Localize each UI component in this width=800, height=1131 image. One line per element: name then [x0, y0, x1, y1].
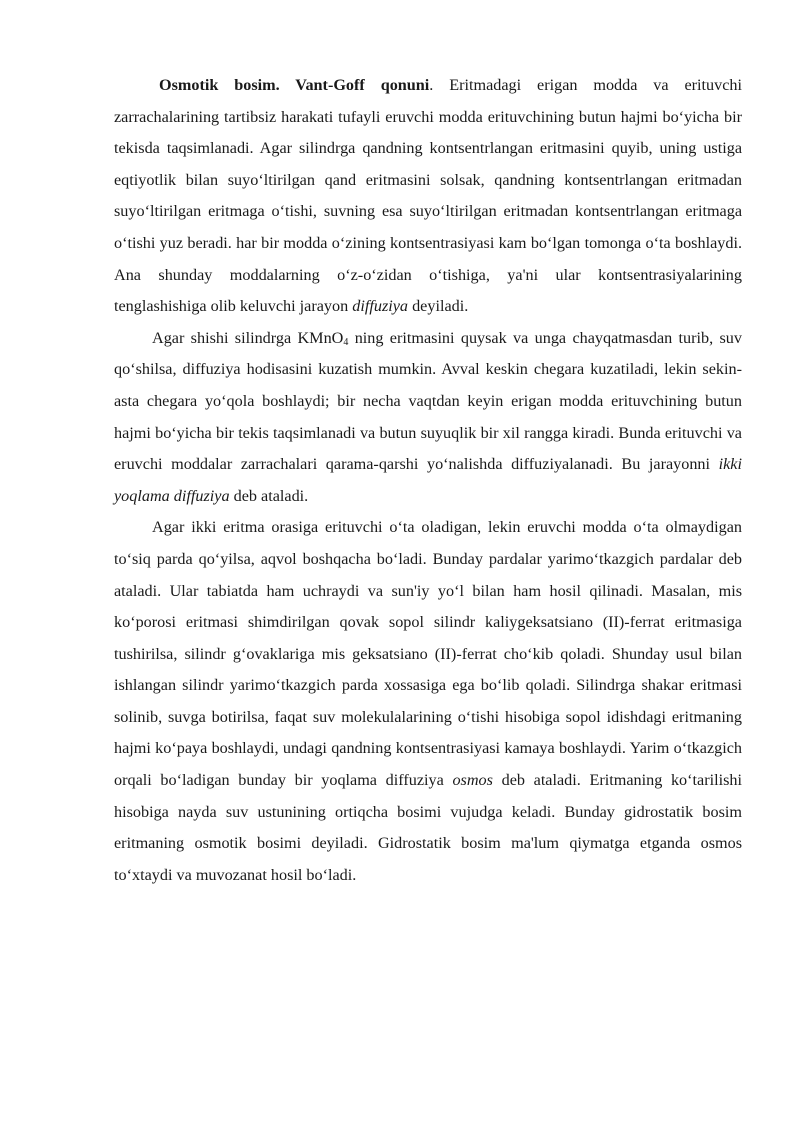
paragraph-text: deb ataladi. Eritmaning ko‘tarilishi hisobiga nayda suv ustunining ortiqcha bosimi vujudga keladi. Bunday gidrostatik bosim eritmaning osmotik bosimi deyiladi. Gidrostatik bosim ma'lum qiymatga etganda osmos to‘xtaydi va muvozanat hosil bo‘ladi. — [114, 771, 742, 884]
paragraph-text: . Eritmadagi erigan modda va erituvchi zarrachalarining tartibsiz harakati tufayli eruvchi modda erituvchining butun hajmi bo‘yicha bir tekisda taqsimlanadi. Agar silindrga qandning kontsentrlangan eritmasini quyib, uning ustiga eqtiyotlik bilan suyo‘ltirilgan qand eritmasini solsak, qandning kontsentrlangan eritmadan suyo‘ltirilgan eritmaga o‘tishi, suvning esa suyo‘ltirilgan eritmadan kontsentrlangan eritmaga o‘tishi yuz beradi. har bir modda o‘zining kontsentrasiyasi kam bo‘lgan tomonga o‘ta boshlaydi. Ana shunday moddalarning o‘z-o‘zidan o‘tishiga, ya'ni ular kontsentrasiyalarining tenglashishiga olib keluvchi jarayon — [114, 76, 743, 316]
document-page — [114, 70, 742, 891]
paragraph-text: deyiladi. — [408, 297, 469, 316]
paragraph-kmno4-experiment — [114, 323, 742, 513]
term-diffuziya: diffuziya — [352, 297, 409, 316]
paragraph-semipermeable-membrane — [114, 512, 742, 891]
term-osmos: osmos — [452, 771, 493, 790]
term-ikki-yoqlama-diffuziya: ikki yoqlama diffuziya — [114, 455, 742, 505]
paragraph-text: ning eritmasini quysak va unga chayqatmasdan turib, suv qo‘shilsa, diffuziya hodisasini kuzatish mumkin. Avval keskin chegara kuzatiladi, lekin sekin-asta chegara yo‘qola boshlaydi; bir necha vaqtdan keyin erigan modda erituvchining butun hajmi bo‘yicha bir tekis taqsimlanadi va butun suyuqlik bir xil rangga kiradi. Bunda erituvchi va eruvchi moddalar zarrachalari qarama-qarshi yo‘nalishda diffuziyalanadi. Bu jarayonni — [114, 328, 742, 474]
paragraph-text: Agar shishi silindrga KMnO — [152, 328, 344, 347]
section-heading: Osmotik bosim. Vant-Goff qonuni — [159, 76, 430, 94]
formula-subscript: 4 — [343, 336, 349, 348]
paragraph-text: Agar ikki eritma orasiga erituvchi o‘ta oladigan, lekin eruvchi modda o‘ta olmaydigan to‘siq parda qo‘yilsa, aqvol boshqacha bo‘ladi. Bunday pardalar yarimo‘tkazgich pardalar deb ataladi. Ular tabiatda ham uchraydi va sun'iy yo‘l bilan ham hosil qilinadi. Masalan, mis ko‘porosi eritmasi shimdirilgan qovak sopol silindr kaliygeksatsiano (II)-ferrat eritmasiga tushirilsa, silindr g‘ovaklariga mis geksatsiano (II)-ferrat cho‘kib qoladi. Shunday usul bilan ishlangan silindr yarimo‘tkazgich parda xossasiga ega bo‘lib qoladi. Silindrga shakar eritmasi solinib, suvga botirilsa, faqat suv molekulalarining o‘tishi hisobiga sopol idishdagi eritmaning hajmi ko‘paya boshlaydi, undagi qandning kontsentrasiyasi kamaya boshlaydi. Yarim o‘tkazgich orqali bo‘ladigan bunday bir yoqlama diffuziya — [114, 518, 742, 790]
paragraph-osmotic-pressure-intro — [114, 70, 742, 323]
paragraph-text: deb ataladi. — [229, 486, 309, 505]
